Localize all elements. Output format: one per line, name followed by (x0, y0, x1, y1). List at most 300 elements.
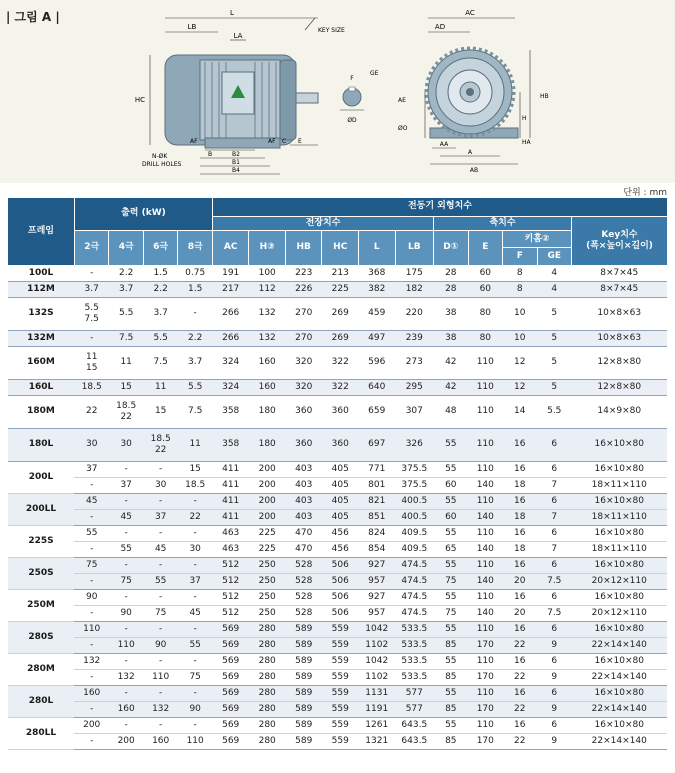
label-GE: GE (370, 70, 379, 77)
cell-AC: 512 (212, 557, 249, 573)
cell-LB: 307 (395, 395, 434, 428)
cell-pole-6: 55 (143, 573, 177, 589)
cell-key: 8×7×45 (572, 281, 668, 297)
cell-pole-2: - (74, 605, 108, 621)
cell-E: 110 (468, 493, 502, 509)
cell-GE: 5 (537, 379, 571, 395)
cell-GE: 6 (537, 557, 571, 573)
cell-E: 170 (468, 701, 502, 717)
cell-H: 280 (249, 685, 286, 701)
cell-pole-6: - (143, 621, 177, 637)
cell-LB: 474.5 (395, 573, 434, 589)
cell-E: 140 (468, 541, 502, 557)
cell-HB: 320 (285, 346, 322, 379)
cell-pole-6: 45 (143, 541, 177, 557)
cell-H: 112 (249, 281, 286, 297)
frame-cell: 250S (8, 557, 75, 589)
label-H: H (522, 115, 527, 122)
table-row (8, 589, 668, 605)
header-HC: HC (322, 230, 359, 265)
table-row (8, 701, 668, 717)
header-L: L (359, 230, 396, 265)
table-row (8, 477, 668, 493)
table-row (8, 685, 668, 701)
header-AC: AC (212, 230, 249, 265)
cell-key: 20×12×110 (572, 573, 668, 589)
cell-HB: 589 (285, 621, 322, 637)
cell-pole-8: 15 (178, 461, 213, 477)
cell-pole-8: 1.5 (178, 281, 213, 297)
cell-E: 110 (468, 346, 502, 379)
cell-L: 382 (359, 281, 396, 297)
header-key-sub: (폭×높이×길이) (586, 240, 653, 251)
cell-H: 160 (249, 346, 286, 379)
cell-GE: 6 (537, 685, 571, 701)
cell-HB: 403 (285, 461, 322, 477)
table-row (8, 281, 668, 297)
cell-GE: 9 (537, 669, 571, 685)
table-row (8, 557, 668, 573)
header-shaft: 축치수 (434, 216, 572, 230)
table-row (8, 461, 668, 477)
cell-HB: 403 (285, 509, 322, 525)
label-LB: LB (187, 23, 197, 31)
cell-LB: 273 (395, 346, 434, 379)
cell-H: 280 (249, 621, 286, 637)
cell-HC: 506 (322, 605, 359, 621)
cell-LB: 400.5 (395, 493, 434, 509)
cell-D: 75 (434, 605, 468, 621)
frame-cell: 160M (8, 346, 75, 379)
cell-LB: 239 (395, 330, 434, 346)
cell-F: 20 (503, 605, 537, 621)
table-row (8, 379, 668, 395)
cell-F: 16 (503, 685, 537, 701)
cell-HC: 405 (322, 493, 359, 509)
cell-D: 85 (434, 669, 468, 685)
cell-HC: 559 (322, 653, 359, 669)
cell-GE: 5 (537, 330, 571, 346)
header-overall: 전장치수 (212, 216, 433, 230)
cell-D: 55 (434, 589, 468, 605)
cell-D: 85 (434, 701, 468, 717)
table-body (8, 265, 668, 749)
cell-L: 957 (359, 573, 396, 589)
cell-L: 1191 (359, 701, 396, 717)
cell-pole-8: - (178, 685, 213, 701)
cell-GE: 4 (537, 281, 571, 297)
cell-AC: 191 (212, 265, 249, 281)
cell-H: 280 (249, 669, 286, 685)
cell-E: 110 (468, 557, 502, 573)
dimension-drawing (0, 0, 675, 183)
frame-cell: 200L (8, 461, 75, 493)
label-O: ØO (398, 125, 408, 132)
cell-D: 55 (434, 717, 468, 733)
header-LB: LB (395, 230, 434, 265)
label-AE: AE (398, 97, 406, 104)
cell-HB: 270 (285, 330, 322, 346)
cell-HB: 589 (285, 701, 322, 717)
cell-H: 280 (249, 637, 286, 653)
cell-HC: 405 (322, 477, 359, 493)
cell-HB: 403 (285, 477, 322, 493)
cell-LB: 533.5 (395, 669, 434, 685)
cell-L: 1102 (359, 637, 396, 653)
cell-HC: 322 (322, 346, 359, 379)
cell-pole-4: 55 (109, 541, 143, 557)
frame-cell: 280L (8, 685, 75, 717)
cell-D: 85 (434, 733, 468, 749)
table-row (8, 330, 668, 346)
motor-diagram (0, 0, 675, 183)
cell-pole-2: 3.7 (74, 281, 108, 297)
cell-HC: 559 (322, 637, 359, 653)
cell-HB: 528 (285, 557, 322, 573)
cell-E: 110 (468, 379, 502, 395)
cell-F: 16 (503, 717, 537, 733)
cell-E: 170 (468, 669, 502, 685)
cell-pole-8: 55 (178, 637, 213, 653)
cell-pole-4: 45 (109, 509, 143, 525)
cell-F: 20 (503, 573, 537, 589)
frame-cell: 280M (8, 653, 75, 685)
cell-pole-4: 7.5 (109, 330, 143, 346)
cell-pole-4: - (109, 717, 143, 733)
cell-pole-4: - (109, 493, 143, 509)
cell-key: 18×11×110 (572, 541, 668, 557)
cell-E: 80 (468, 297, 502, 330)
cell-pole-4: 75 (109, 573, 143, 589)
cell-pole-8: 2.2 (178, 330, 213, 346)
cell-pole-8: 0.75 (178, 265, 213, 281)
cell-H: 200 (249, 477, 286, 493)
cell-F: 16 (503, 525, 537, 541)
cell-HB: 223 (285, 265, 322, 281)
label-AB: AB (469, 167, 479, 174)
cell-pole-6: 5.5 (143, 330, 177, 346)
label-C: C (282, 138, 287, 145)
table-row (8, 428, 668, 461)
cell-pole-4: 160 (109, 701, 143, 717)
cell-LB: 409.5 (395, 541, 434, 557)
cell-HC: 269 (322, 297, 359, 330)
cell-D: 55 (434, 461, 468, 477)
cell-pole-8: - (178, 525, 213, 541)
cell-D: 55 (434, 428, 468, 461)
label-AA: AA (439, 141, 449, 148)
cell-pole-6: - (143, 653, 177, 669)
header-D: D① (434, 230, 468, 265)
cell-LB: 375.5 (395, 477, 434, 493)
cell-D: 75 (434, 573, 468, 589)
cell-L: 368 (359, 265, 396, 281)
cell-key: 16×10×80 (572, 717, 668, 733)
label-AF-left: AF (190, 138, 198, 145)
cell-LB: 577 (395, 685, 434, 701)
label-D: ØD (347, 117, 357, 124)
cell-LB: 474.5 (395, 589, 434, 605)
cell-pole-8: 45 (178, 605, 213, 621)
cell-D: 55 (434, 493, 468, 509)
table-row (8, 525, 668, 541)
cell-pole-8: - (178, 589, 213, 605)
cell-D: 28 (434, 265, 468, 281)
cell-F: 16 (503, 493, 537, 509)
cell-H: 225 (249, 525, 286, 541)
cell-GE: 9 (537, 637, 571, 653)
table-row (8, 669, 668, 685)
cell-pole-6: - (143, 493, 177, 509)
cell-E: 170 (468, 637, 502, 653)
cell-L: 640 (359, 379, 396, 395)
cell-pole-2: - (74, 701, 108, 717)
cell-pole-6: 1.5 (143, 265, 177, 281)
cell-F: 22 (503, 733, 537, 749)
cell-pole-4: - (109, 653, 143, 669)
frame-cell: 280S (8, 621, 75, 653)
cell-F: 8 (503, 265, 537, 281)
cell-F: 16 (503, 653, 537, 669)
cell-E: 140 (468, 477, 502, 493)
cell-HB: 320 (285, 379, 322, 395)
table-row (8, 346, 668, 379)
cell-F: 22 (503, 701, 537, 717)
cell-AC: 569 (212, 653, 249, 669)
cell-AC: 411 (212, 477, 249, 493)
cell-H: 250 (249, 589, 286, 605)
cell-pole-6: 18.5 22 (143, 428, 177, 461)
label-B2: B2 (232, 151, 240, 158)
header-pole-2: 2극 (74, 230, 108, 265)
cell-F: 10 (503, 297, 537, 330)
cell-LB: 400.5 (395, 509, 434, 525)
cell-D: 38 (434, 297, 468, 330)
cell-GE: 7 (537, 541, 571, 557)
cell-GE: 6 (537, 461, 571, 477)
unit-note: 단위 : mm (623, 188, 667, 198)
cell-HB: 528 (285, 573, 322, 589)
cell-AC: 324 (212, 379, 249, 395)
cell-AC: 569 (212, 669, 249, 685)
cell-H: 280 (249, 653, 286, 669)
cell-HB: 360 (285, 395, 322, 428)
cell-L: 927 (359, 557, 396, 573)
header-E: E (468, 230, 502, 265)
label-HC: HC (134, 96, 146, 104)
cell-key: 8×7×45 (572, 265, 668, 281)
header-output: 출력 (kW) (74, 198, 212, 230)
cell-H: 280 (249, 733, 286, 749)
cell-D: 60 (434, 477, 468, 493)
cell-pole-2: - (74, 733, 108, 749)
table-row (8, 509, 668, 525)
cell-pole-2: - (74, 477, 108, 493)
cell-pole-6: 7.5 (143, 346, 177, 379)
cell-H: 200 (249, 509, 286, 525)
cell-AC: 463 (212, 541, 249, 557)
cell-pole-2: 160 (74, 685, 108, 701)
cell-pole-4: - (109, 525, 143, 541)
table-row (8, 395, 668, 428)
cell-pole-8: 7.5 (178, 395, 213, 428)
cell-LB: 295 (395, 379, 434, 395)
cell-GE: 6 (537, 428, 571, 461)
cell-pole-4: 132 (109, 669, 143, 685)
cell-pole-4: - (109, 621, 143, 637)
cell-pole-4: 2.2 (109, 265, 143, 281)
cell-D: 55 (434, 685, 468, 701)
cell-E: 60 (468, 265, 502, 281)
cell-AC: 569 (212, 685, 249, 701)
table-row (8, 621, 668, 637)
cell-pole-8: - (178, 621, 213, 637)
cell-D: 65 (434, 541, 468, 557)
motor-side-view (165, 55, 318, 148)
cell-pole-2: 45 (74, 493, 108, 509)
cell-F: 22 (503, 669, 537, 685)
cell-AC: 266 (212, 297, 249, 330)
cell-LB: 577 (395, 701, 434, 717)
cell-pole-2: 200 (74, 717, 108, 733)
cell-AC: 463 (212, 525, 249, 541)
cell-pole-8: 3.7 (178, 346, 213, 379)
cell-H: 225 (249, 541, 286, 557)
cell-pole-2: 90 (74, 589, 108, 605)
cell-GE: 5.5 (537, 395, 571, 428)
cell-pole-2: 110 (74, 621, 108, 637)
cell-L: 1321 (359, 733, 396, 749)
cell-L: 1042 (359, 621, 396, 637)
header-F: F (503, 248, 537, 265)
cell-GE: 6 (537, 717, 571, 733)
cell-L: 1261 (359, 717, 396, 733)
cell-pole-6: - (143, 461, 177, 477)
cell-pole-4: 37 (109, 477, 143, 493)
cell-LB: 182 (395, 281, 434, 297)
cell-pole-6: 30 (143, 477, 177, 493)
cell-L: 821 (359, 493, 396, 509)
label-AD: AD (434, 23, 446, 31)
label-B1: B1 (232, 159, 240, 166)
cell-key: 16×10×80 (572, 428, 668, 461)
cell-E: 110 (468, 621, 502, 637)
cell-GE: 6 (537, 589, 571, 605)
cell-pole-6: 160 (143, 733, 177, 749)
cell-H: 132 (249, 330, 286, 346)
cell-L: 824 (359, 525, 396, 541)
cell-GE: 6 (537, 525, 571, 541)
cell-GE: 6 (537, 621, 571, 637)
cell-D: 28 (434, 281, 468, 297)
cell-L: 596 (359, 346, 396, 379)
label-HA: HA (522, 139, 531, 146)
cell-pole-2: - (74, 509, 108, 525)
cell-pole-6: 11 (143, 379, 177, 395)
cell-D: 55 (434, 557, 468, 573)
cell-D: 38 (434, 330, 468, 346)
cell-E: 110 (468, 461, 502, 477)
cell-HC: 559 (322, 621, 359, 637)
cell-key: 16×10×80 (572, 685, 668, 701)
cell-F: 8 (503, 281, 537, 297)
header-GE: GE (547, 250, 562, 261)
cell-LB: 643.5 (395, 733, 434, 749)
cell-HB: 589 (285, 717, 322, 733)
cell-HC: 506 (322, 573, 359, 589)
cell-pole-2: 11 15 (74, 346, 108, 379)
cell-pole-4: - (109, 589, 143, 605)
cell-E: 110 (468, 395, 502, 428)
cell-key: 16×10×80 (572, 493, 668, 509)
label-key-size: KEY SIZE (318, 27, 345, 34)
header-frame: 프레임 (8, 198, 75, 265)
cell-GE: 9 (537, 733, 571, 749)
cell-F: 12 (503, 379, 537, 395)
cell-pole-8: 18.5 (178, 477, 213, 493)
cell-AC: 512 (212, 605, 249, 621)
cell-E: 80 (468, 330, 502, 346)
cell-HB: 528 (285, 605, 322, 621)
cell-F: 18 (503, 477, 537, 493)
frame-cell: 200LL (8, 493, 75, 525)
figure-title: | 그림 A | (6, 10, 60, 24)
motor-front-view (426, 48, 518, 138)
dimension-table (7, 198, 667, 750)
cell-GE: 7.5 (537, 605, 571, 621)
cell-AC: 266 (212, 330, 249, 346)
cell-key: 22×14×140 (572, 701, 668, 717)
cell-GE: 7 (537, 477, 571, 493)
cell-AC: 569 (212, 637, 249, 653)
cell-key: 18×11×110 (572, 477, 668, 493)
cell-pole-2: - (74, 573, 108, 589)
table-row (8, 637, 668, 653)
cell-pole-8: 90 (178, 701, 213, 717)
frame-cell: 112M (8, 281, 75, 297)
cell-H: 200 (249, 461, 286, 477)
cell-key: 16×10×80 (572, 621, 668, 637)
cell-HC: 559 (322, 701, 359, 717)
table-row (8, 573, 668, 589)
frame-cell: 132M (8, 330, 75, 346)
cell-pole-2: 132 (74, 653, 108, 669)
cell-pole-4: 3.7 (109, 281, 143, 297)
cell-key: 22×14×140 (572, 637, 668, 653)
cell-F: 16 (503, 621, 537, 637)
table-row (8, 717, 668, 733)
cell-F: 16 (503, 461, 537, 477)
cell-HC: 213 (322, 265, 359, 281)
cell-pole-8: 5.5 (178, 379, 213, 395)
cell-AC: 358 (212, 395, 249, 428)
cell-AC: 358 (212, 428, 249, 461)
cell-HB: 226 (285, 281, 322, 297)
frame-cell: 180L (8, 428, 75, 461)
table-header (8, 198, 668, 265)
cell-pole-6: 3.7 (143, 297, 177, 330)
cell-HB: 589 (285, 733, 322, 749)
cell-D: 55 (434, 653, 468, 669)
cell-key: 16×10×80 (572, 589, 668, 605)
cell-H: 180 (249, 395, 286, 428)
cell-pole-2: - (74, 541, 108, 557)
cell-pole-2: - (74, 669, 108, 685)
label-LA: LA (233, 32, 243, 40)
cell-HC: 559 (322, 717, 359, 733)
cell-HC: 322 (322, 379, 359, 395)
table-row (8, 297, 668, 330)
